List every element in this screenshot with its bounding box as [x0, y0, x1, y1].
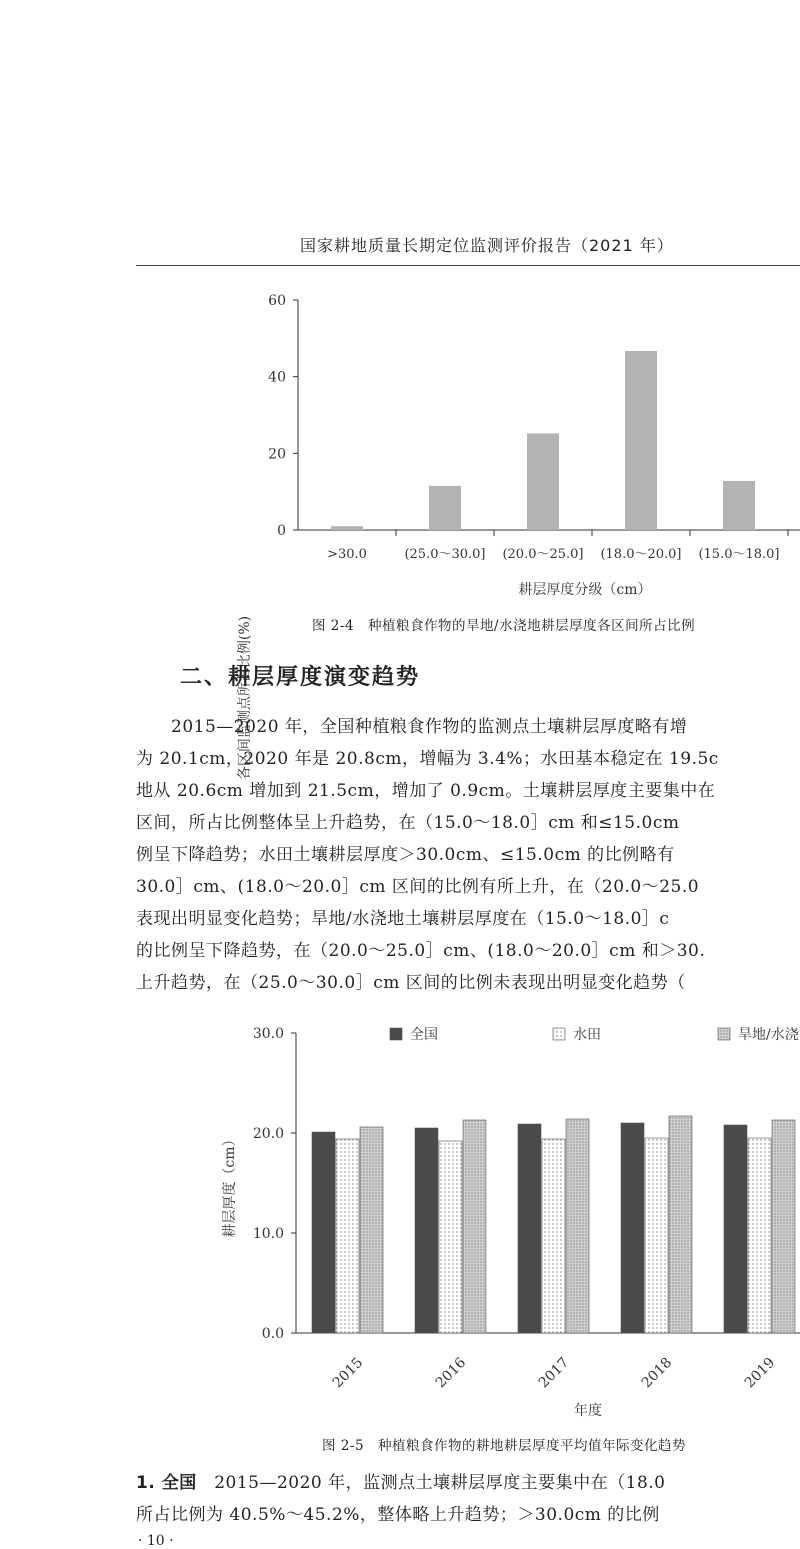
- x-tick-label: 2018: [638, 1354, 676, 1392]
- figure-2-5-caption: 图 2-5 种植粮食作物的耕地耕层厚度平均值年际变化趋势: [322, 1438, 687, 1454]
- section-heading: 二、耕层厚度演变趋势: [180, 665, 421, 690]
- bar-2: [463, 1120, 486, 1333]
- x-tick-label: (15.0～18.0]: [698, 547, 780, 562]
- bar-0: [621, 1123, 644, 1333]
- bar-1: [645, 1138, 668, 1333]
- figure-2-5-chart: [0, 1015, 800, 1425]
- paragraph-line: 的比例呈下降趋势，在（20.0～25.0］cm、(18.0～20.0］cm 和＞30.: [136, 941, 706, 961]
- bar-0: [312, 1132, 335, 1333]
- y-tick-label: 0: [277, 523, 286, 539]
- bar-0: [415, 1128, 438, 1333]
- y-tick-label: 40: [268, 369, 286, 386]
- bar-1: [748, 1138, 771, 1333]
- bar-2: [772, 1120, 795, 1333]
- bar: [331, 526, 363, 530]
- bar-0: [518, 1124, 541, 1333]
- header-divider: [136, 265, 800, 266]
- bar: [429, 486, 461, 530]
- y-tick-label: 30.0: [252, 1026, 284, 1042]
- bar-1: [336, 1139, 359, 1333]
- x-tick-label: 2017: [535, 1354, 573, 1392]
- bar-1: [542, 1139, 565, 1333]
- page-header-title: 国家耕地质量长期定位监测评价报告（2021 年）: [300, 236, 674, 255]
- paragraph-bold-label: 1. 全国: [136, 1473, 197, 1493]
- y-tick-label: 60: [268, 293, 286, 309]
- x-tick-label: 2015: [329, 1354, 367, 1392]
- x-axis-label: 耕层厚度分级（cm）: [518, 582, 652, 598]
- paragraph-line: [136, 1468, 666, 1493]
- page-number: · 10 ·: [138, 1533, 174, 1549]
- legend-swatch: [390, 1028, 402, 1040]
- paragraph-line: 为 20.1cm，2020 年是 20.8cm，增幅为 3.4%；水田基本稳定在 19.5c: [136, 749, 719, 769]
- x-tick-label: (18.0～20.0]: [600, 547, 682, 562]
- paragraph-line: 地从 20.6cm 增加到 21.5cm，增加了 0.9cm。土壤耕层厚度主要集中在: [136, 781, 716, 801]
- legend-swatch: [718, 1028, 730, 1040]
- legend-swatch: [553, 1028, 565, 1040]
- y-axis-label: 各区间监测点所占比例(%): [237, 615, 253, 781]
- x-tick-label: (20.0～25.0]: [502, 547, 584, 562]
- bar: [723, 481, 755, 530]
- y-tick-label: 10.0: [252, 1226, 284, 1242]
- y-tick-label: 0.0: [261, 1326, 284, 1342]
- bar-0: [724, 1125, 747, 1333]
- x-tick-label: 2019: [741, 1354, 779, 1392]
- paragraph-line: 30.0］cm、(18.0～20.0］cm 区间的比例有所上升，在（20.0～25.0: [136, 877, 700, 897]
- legend-label: 旱地/水浇: [738, 1027, 799, 1043]
- y-tick-label: 20.0: [252, 1126, 284, 1142]
- y-axis-label: 耕层厚度（cm）: [222, 1132, 238, 1238]
- paragraph-line: 例呈下降趋势；水田土壤耕层厚度＞30.0cm、≤15.0cm 的比例略有: [136, 845, 675, 865]
- x-tick-label: 2016: [432, 1354, 470, 1392]
- x-axis-label: 年度: [574, 1403, 602, 1419]
- x-tick-label: >30.0: [327, 547, 367, 562]
- paragraph-line: 区间，所占比例整体呈上升趋势，在（15.0～18.0］cm 和≤15.0cm: [136, 813, 680, 833]
- bar: [527, 433, 559, 530]
- paragraph-line: 2015—2020 年，全国种植粮食作物的监测点土壤耕层厚度略有增: [136, 717, 688, 737]
- paragraph-text: 2015—2020 年，监测点土壤耕层厚度主要集中在（18.0: [196, 1473, 666, 1493]
- paragraph-line: 所占比例为 40.5%～45.2%，整体略上升趋势；＞30.0cm 的比例: [136, 1505, 660, 1525]
- legend-label: 水田: [573, 1027, 601, 1043]
- legend-label: 全国: [410, 1027, 438, 1043]
- bar-2: [360, 1127, 383, 1333]
- y-tick-label: 20: [268, 446, 286, 463]
- bar: [625, 351, 657, 530]
- x-tick-label: (25.0～30.0]: [404, 547, 486, 562]
- bar-1: [439, 1141, 462, 1333]
- figure-2-4-caption: 图 2-4 种植粮食作物的旱地/水浇地耕层厚度各区间所占比例: [312, 618, 696, 634]
- bar-2: [669, 1116, 692, 1333]
- bar-2: [566, 1119, 589, 1333]
- paragraph-line: 上升趋势，在（25.0～30.0］cm 区间的比例未表现出明显变化趋势（: [136, 973, 686, 993]
- paragraph-line: 表现出明显变化趋势；旱地/水浇地土壤耕层厚度在（15.0～18.0］c: [136, 909, 670, 929]
